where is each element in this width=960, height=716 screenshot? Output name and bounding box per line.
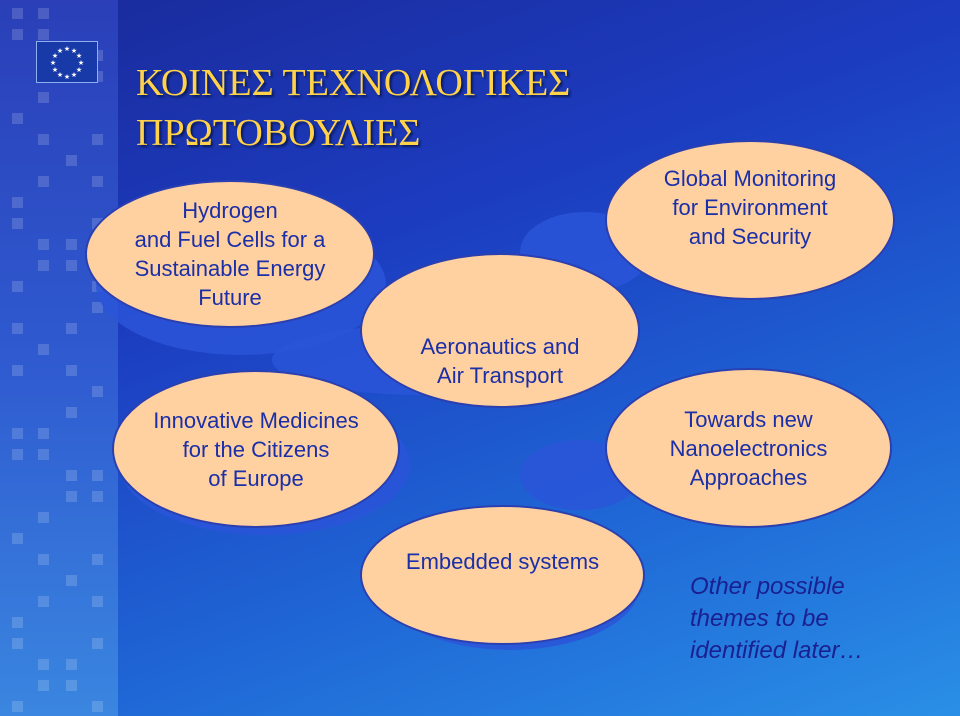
decorative-square [12, 638, 23, 649]
theme-global-monitoring [605, 140, 895, 300]
theme-embedded-systems [360, 505, 645, 645]
decorative-square [66, 323, 77, 334]
decorative-square [12, 701, 23, 712]
svg-text:★: ★ [75, 52, 83, 60]
decorative-square [38, 29, 49, 40]
decorative-square [12, 428, 23, 439]
decorative-square [12, 113, 23, 124]
decorative-square [12, 365, 23, 376]
decorative-square [12, 197, 23, 208]
eu-flag-icon [36, 41, 98, 83]
decorative-square [38, 449, 49, 460]
decorative-square [38, 512, 49, 523]
decorative-square [92, 596, 103, 607]
decorative-square [38, 92, 49, 103]
decorative-square [38, 596, 49, 607]
decorative-square [12, 449, 23, 460]
decorative-square [66, 365, 77, 376]
decorative-square [66, 575, 77, 586]
decorative-square [38, 260, 49, 271]
decorative-square [38, 680, 49, 691]
decorative-square [92, 134, 103, 145]
decorative-square [92, 491, 103, 502]
svg-text:★: ★ [63, 73, 71, 81]
decorative-square [92, 470, 103, 481]
decorative-square [38, 554, 49, 565]
theme-innovative-medicines [112, 370, 400, 528]
theme-aeronautics-label: Aeronautics and Air Transport [420, 333, 580, 388]
decorative-square [38, 659, 49, 670]
theme-innovative-medicines-label: Innovative Medicines for the Citizens of Europe [153, 407, 359, 491]
decorative-square [66, 407, 77, 418]
other-themes-note: Other possible themes to be identified later… [690, 573, 864, 664]
decorative-square [66, 470, 77, 481]
svg-text:★: ★ [51, 52, 59, 60]
decorative-square [92, 554, 103, 565]
decorative-square [12, 29, 23, 40]
decorative-square [38, 134, 49, 145]
theme-embedded-systems-label: Embedded systems [405, 549, 600, 574]
decorative-square [12, 281, 23, 292]
theme-nanoelectronics [605, 368, 892, 528]
svg-text:★: ★ [75, 66, 83, 74]
decorative-square [38, 344, 49, 355]
decorative-square [66, 680, 77, 691]
svg-text:★: ★ [70, 47, 78, 55]
decorative-square [66, 659, 77, 670]
decorative-square [38, 8, 49, 19]
decorative-square [12, 8, 23, 19]
svg-text:★: ★ [70, 71, 78, 79]
svg-text:★: ★ [49, 59, 57, 67]
svg-text:★: ★ [77, 59, 85, 67]
decorative-square [12, 617, 23, 628]
decorative-square [66, 155, 77, 166]
svg-text:★: ★ [56, 47, 64, 55]
decorative-square [92, 386, 103, 397]
decorative-square [38, 428, 49, 439]
decorative-square [92, 701, 103, 712]
svg-text:★: ★ [51, 66, 59, 74]
theme-global-monitoring-label: Global Monitoring for Environment and Security [663, 165, 837, 249]
title-line-1: ΚΟΙΝΕΣ ΤΕΧΝΟΛΟΓΙΚΕΣ [136, 62, 571, 104]
theme-nanoelectronics-label: Towards new Nanoelectronics Approaches [669, 406, 828, 490]
decorative-square [66, 260, 77, 271]
decorative-squares [0, 0, 118, 716]
decorative-square [66, 491, 77, 502]
svg-text:★: ★ [56, 71, 64, 79]
decorative-square [12, 218, 23, 229]
decorative-square [92, 638, 103, 649]
theme-aeronautics [360, 253, 640, 408]
decorative-square [38, 176, 49, 187]
theme-hydrogen-label: Hydrogen and Fuel Cells for a Sustainable Energy Future [134, 198, 326, 310]
title-line-2: ΠΡΩΤΟΒΟΥΛΙΕΣ [136, 112, 421, 154]
decorative-square [66, 239, 77, 250]
svg-text:★: ★ [63, 45, 71, 53]
decorative-square [12, 533, 23, 544]
theme-hydrogen [85, 180, 375, 328]
slide-title [136, 58, 796, 158]
decorative-square [38, 239, 49, 250]
decorative-square [92, 176, 103, 187]
decorative-square [12, 323, 23, 334]
